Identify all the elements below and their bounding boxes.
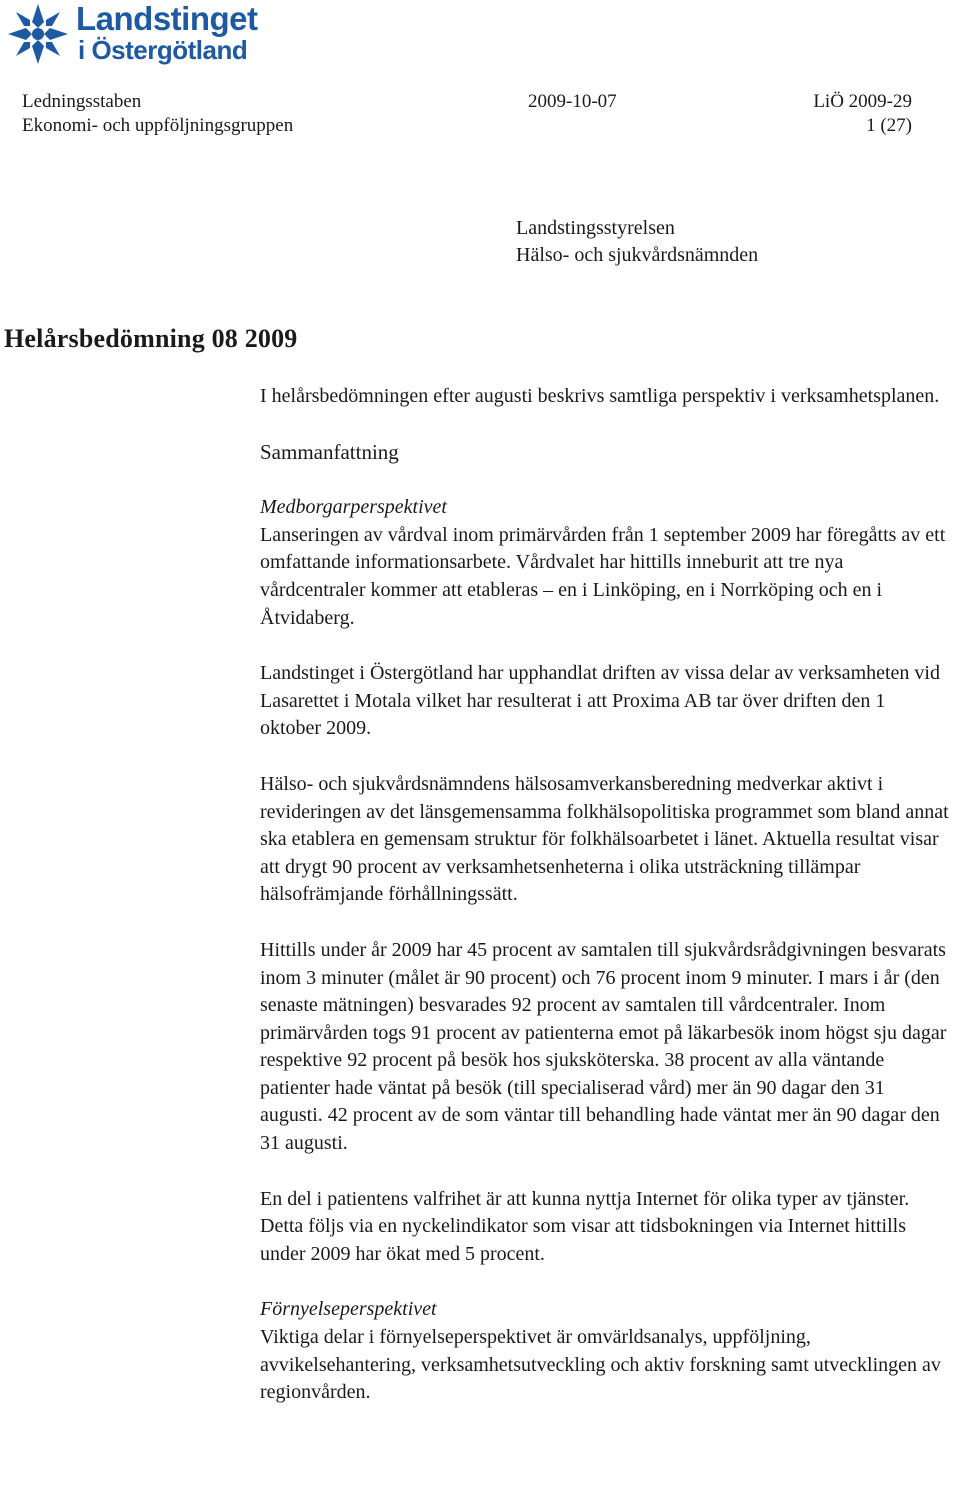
page-number: 1 (27)	[866, 115, 912, 136]
paragraph: Landstinget i Östergötland har upphandlat driften av vissa delar av verksamheten vid Lasarettet i Motala vilket har resulterat i att Proxima AB tar över driften den 1 oktober 2009.	[260, 662, 940, 740]
paragraph: Lanseringen av vårdval inom primärvården från 1 september 2009 har föregåtts av ett omfattande informationsarbete. Vårdvalet har hittills inneburit att tre nya vårdcentraler kommer att etableras – en i Linköping, en i Norrköping och en i Åtvidaberg.	[260, 523, 946, 629]
crest-icon	[6, 2, 70, 66]
logo-line-1: Landstinget	[76, 0, 258, 37]
group-label: Ekonomi- och uppföljningsgruppen	[22, 115, 294, 136]
document-body	[260, 383, 950, 1435]
paragraph: Hittills under år 2009 har 45 procent av samtalen till sjukvårdsrådgivningen besvarats inom 3 minuter (målet är 90 procent) och 76 procent inom 9 minuter. I mars i år (den senaste mätningen) besvarades 92 procent av samtalen till vårdcentraler. Inom primärvården togs 91 procent av patienterna emot på läkarbesök inom högst sju dagar respektive 92 procent på besök hos sjuksköterska. 38 procent av alla väntande patienter hade väntat på besök (till specialiserad vård) mer än 90 dagar den 31 augusti. 42 procent av de som väntar till behandling hade väntat mer än 90 dagar den 31 augusti.	[260, 938, 947, 1155]
document-date: 2009-10-07	[528, 91, 617, 112]
department-label: Ledningsstaben	[22, 91, 142, 112]
paragraph: Hälso- och sjukvårdsnämndens hälsosamverkansberedning medverkar aktivt i revideringen av det länsgemensamma folkhälsopolitiska programmet som bland annat ska etablera en gemensam struktur för folkhälsoarbetet i länet. Aktuella resultat visar att drygt 90 procent av verksamhetsenheterna i olika utsträckning tillämpar hälsofrämjande förhållningssätt.	[260, 772, 949, 906]
landstinget-logo	[6, 2, 268, 66]
document-title: Helårsbedömning 08 2009	[4, 324, 298, 353]
section-heading-fornyelse: Förnyelseperspektivet	[260, 1298, 437, 1321]
recipient-1: Landstingsstyrelsen	[516, 217, 675, 239]
recipient-2: Hälso- och sjukvårdsnämnden	[516, 244, 759, 266]
paragraph: En del i patientens valfrihet är att kunna nyttja Internet för olika typer av tjänster. Detta följs via en nyckelindikator som visar att tidsbokningen via Internet hittills under 2009 har ökat med 5 procent.	[260, 1187, 910, 1265]
paragraph: Viktiga delar i förnyelseperspektivet är omvärldsanalys, uppföljning, avvikelsehantering, verksamhetsutveckling och aktiv forskning samt utvecklingen av regionvården.	[260, 1326, 941, 1404]
section-heading-medborgar: Medborgarperspektivet	[260, 496, 447, 519]
document-reference: LiÖ 2009-29	[813, 91, 912, 112]
summary-heading: Sammanfattning	[260, 439, 399, 464]
logo-line-2: i Östergötland	[78, 35, 248, 65]
intro-paragraph: I helårsbedömningen efter augusti beskrivs samtliga perspektiv i verksamhetsplanen.	[260, 385, 940, 407]
